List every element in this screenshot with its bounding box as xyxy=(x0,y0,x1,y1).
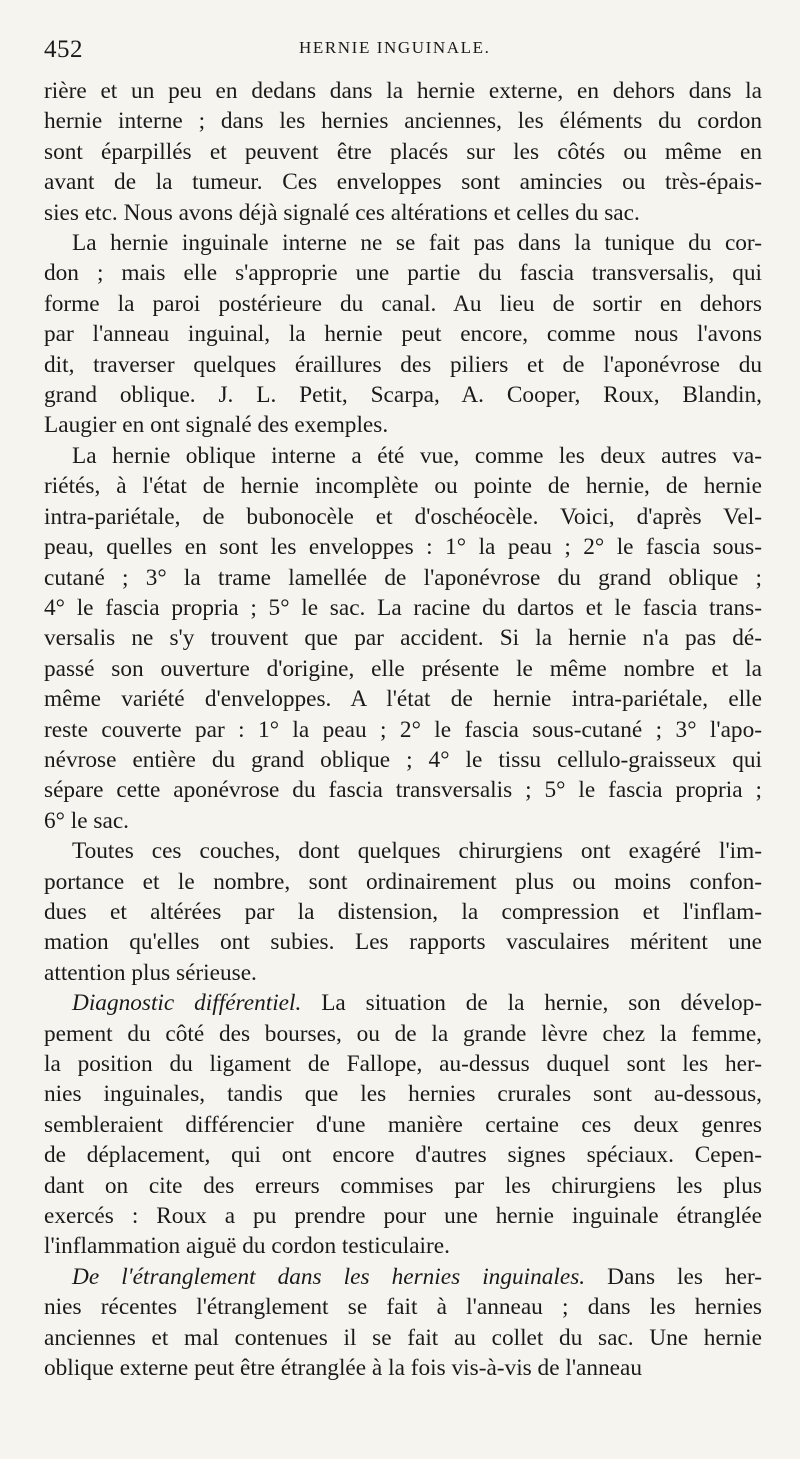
line-text: portance et le nombre, sont ordinairement plus ou moins confon- xyxy=(44,868,762,895)
text-line xyxy=(44,1201,762,1231)
text-line xyxy=(44,137,762,167)
line-text: Dans les her- xyxy=(585,1263,762,1290)
text-line xyxy=(44,198,762,228)
text-line xyxy=(44,1140,762,1170)
text-line xyxy=(44,1079,762,1109)
line-text: intra-pariétale, de bubonocèle et d'oschéocèle. Voici, d'après Vel- xyxy=(44,503,762,530)
text-line xyxy=(44,958,762,988)
text-line xyxy=(44,593,762,623)
line-text: sont éparpillés et peuvent être placés sur les côtés ou même en xyxy=(44,138,762,165)
text-line xyxy=(44,1110,762,1140)
text-line xyxy=(44,76,762,106)
line-text: anciennes et mal contenues il se fait au collet du sac. Une hernie xyxy=(44,1324,762,1351)
text-line xyxy=(44,806,762,836)
text-line xyxy=(44,927,762,957)
text-line xyxy=(44,745,762,775)
paragraph xyxy=(44,1262,762,1384)
line-text: mation qu'elles ont subies. Les rapports vasculaires méritent une xyxy=(44,929,762,956)
text-line xyxy=(44,258,762,288)
text-line xyxy=(44,410,762,440)
line-text: exercés : Roux a pu prendre pour une hernie inguinale étranglée xyxy=(44,1203,762,1230)
line-text: grand oblique. J. L. Petit, Scarpa, A. Cooper, Roux, Blandin, xyxy=(44,382,762,409)
page-header xyxy=(44,34,762,76)
line-text: dant on cite des erreurs commises par les chirurgiens les plus xyxy=(44,1172,762,1199)
line-text: attention plus sérieuse. xyxy=(44,959,257,986)
line-text: névrose entière du grand oblique ; 4° le tissu cellulo-graisseux qui xyxy=(44,746,762,773)
line-text: Toutes ces couches, dont quelques chirurgiens ont exagéré l'im- xyxy=(72,838,762,865)
running-title: HERNIE INGUINALE. xyxy=(299,38,491,57)
text-line xyxy=(44,1019,762,1049)
text-line xyxy=(44,380,762,410)
text-line xyxy=(44,532,762,562)
body-text xyxy=(44,76,762,1383)
line-text: reste couverte par : 1° la peau ; 2° le fascia sous-cutané ; 3° l'apo- xyxy=(44,716,762,743)
page-number: 452 xyxy=(44,36,83,63)
text-line xyxy=(44,775,762,805)
line-text: même variété d'enveloppes. A l'état de hernie intra-pariétale, elle xyxy=(44,686,762,713)
text-line xyxy=(44,684,762,714)
text-line xyxy=(44,350,762,380)
text-line xyxy=(44,167,762,197)
text-line xyxy=(44,654,762,684)
line-text: dues et altérées par la distension, la compression et l'inflam- xyxy=(44,898,762,925)
text-line xyxy=(44,228,762,258)
line-text: sépare cette aponévrose du fascia transversalis ; 5° le fascia propria ; xyxy=(44,777,762,804)
line-text: forme la paroi postérieure du canal. Au lieu de sortir en dehors xyxy=(44,290,762,317)
line-text: par l'anneau inguinal, la hernie peut encore, comme nous l'avons xyxy=(44,321,762,348)
text-line xyxy=(44,563,762,593)
italic-lead: Diagnostic différentiel. xyxy=(72,990,302,1017)
text-line xyxy=(44,471,762,501)
text-line xyxy=(44,1292,762,1322)
text-line xyxy=(44,715,762,745)
line-text: passé son ouverture d'origine, elle présente le même nombre et la xyxy=(44,655,762,682)
paragraph xyxy=(44,836,762,988)
line-text: sies etc. Nous avons déjà signalé ces altérations et celles du sac. xyxy=(44,199,640,226)
line-text: La situation de la hernie, son dévelop- xyxy=(301,990,762,1017)
line-text: la position du ligament de Fallope, au-dessus duquel sont les her- xyxy=(44,1051,762,1077)
paragraph xyxy=(44,76,762,228)
line-text: hernie interne ; dans les hernies anciennes, les éléments du cordon xyxy=(44,108,762,135)
line-text: l'inflammation aiguë du cordon testiculaire. xyxy=(44,1233,450,1260)
text-line xyxy=(44,897,762,927)
line-text: dit, traverser quelques éraillures des piliers et de l'aponévrose du xyxy=(44,351,762,378)
text-line xyxy=(44,289,762,319)
text-line xyxy=(44,319,762,349)
text-line xyxy=(44,623,762,653)
paragraph xyxy=(44,441,762,836)
line-text: 6° le sac. xyxy=(44,807,129,834)
line-text: oblique externe peut être étranglée à la fois vis-à-vis de l'anneau xyxy=(44,1355,643,1382)
line-text: La hernie inguinale interne ne se fait pas dans la tunique du cor- xyxy=(72,230,762,257)
text-line xyxy=(44,1262,762,1292)
paragraph xyxy=(44,988,762,1262)
text-line xyxy=(44,1353,762,1383)
text-line xyxy=(44,1171,762,1201)
text-line xyxy=(44,502,762,532)
text-line xyxy=(44,1049,762,1079)
line-text: Laugier en ont signalé des exemples. xyxy=(44,412,389,439)
italic-lead: De l'étranglement dans les hernies inguinales. xyxy=(72,1263,586,1290)
line-text: de déplacement, qui ont encore d'autres signes spéciaux. Cepen- xyxy=(44,1142,762,1169)
text-line xyxy=(44,988,762,1018)
line-text: sembleraient différencier d'une manière certaine ces deux genres xyxy=(44,1111,762,1138)
text-line xyxy=(44,106,762,136)
text-line xyxy=(44,867,762,897)
line-text: cutané ; 3° la trame lamellée de l'aponévrose du grand oblique ; xyxy=(44,564,762,591)
line-text: pement du côté des bourses, ou de la grande lèvre chez la femme, xyxy=(44,1020,762,1047)
line-text: 4° le fascia propria ; 5° le sac. La racine du dartos et le fascia trans- xyxy=(44,594,762,621)
line-text: peau, quelles en sont les enveloppes : 1° la peau ; 2° le fascia sous- xyxy=(44,534,762,561)
line-text: avant de la tumeur. Ces enveloppes sont amincies ou très-épais- xyxy=(44,169,762,196)
line-text: La hernie oblique interne a été vue, comme les deux autres va- xyxy=(72,442,762,469)
text-line xyxy=(44,441,762,471)
text-line xyxy=(44,1323,762,1353)
line-text: rière et un peu en dedans dans la hernie externe, en dehors dans la xyxy=(44,78,762,104)
line-text: riétés, à l'état de hernie incomplète ou pointe de hernie, de hernie xyxy=(44,473,762,500)
paragraph xyxy=(44,228,762,441)
line-text: nies récentes l'étranglement se fait à l'anneau ; dans les hernies xyxy=(44,1294,762,1321)
text-line xyxy=(44,836,762,866)
line-text: nies inguinales, tandis que les hernies crurales sont au-dessous, xyxy=(44,1081,762,1108)
line-text: don ; mais elle s'approprie une partie du fascia transversalis, qui xyxy=(44,260,762,287)
line-text: versalis ne s'y trouvent que par accident. Si la hernie n'a pas dé- xyxy=(44,625,762,652)
text-line xyxy=(44,1231,762,1261)
